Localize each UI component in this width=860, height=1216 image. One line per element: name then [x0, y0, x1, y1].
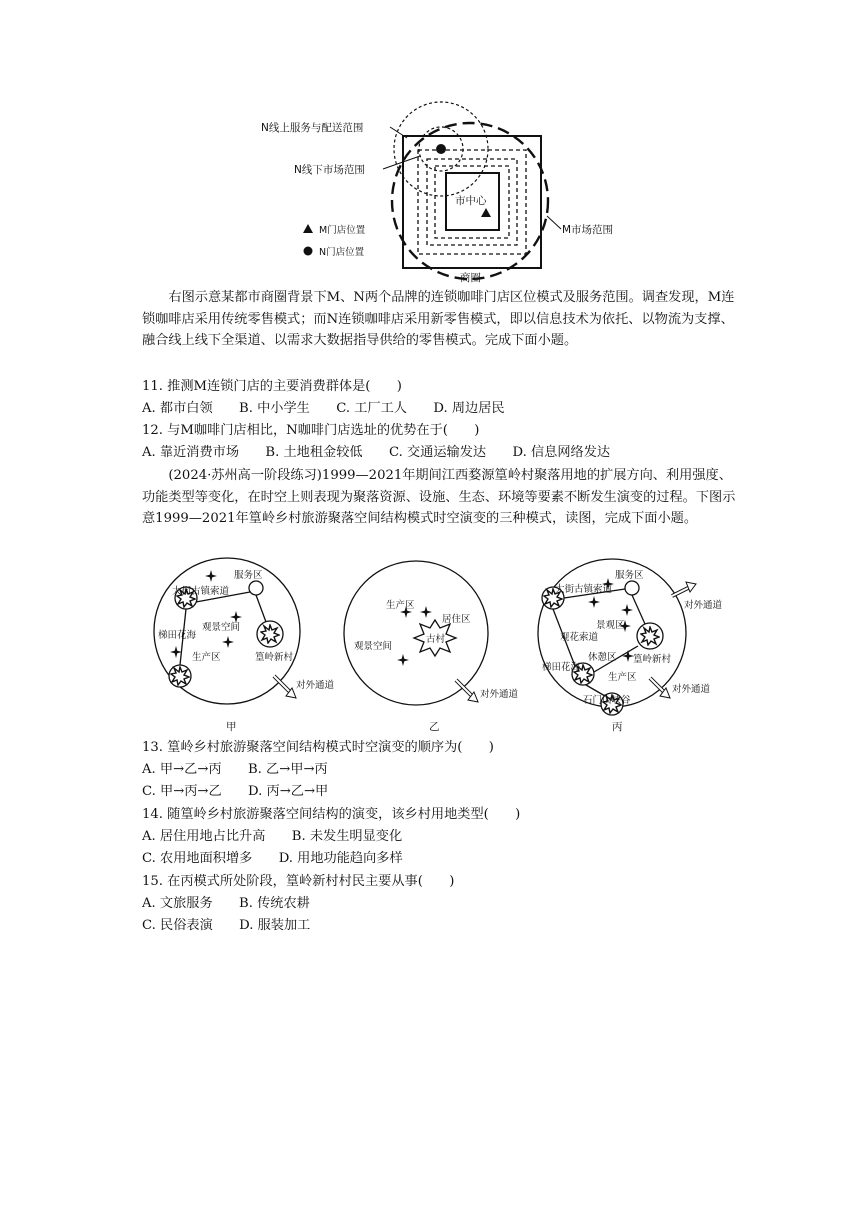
jia-service: 服务区	[234, 570, 263, 581]
q11-options: A. 都市白领 B. 中小学生 C. 工厂工人 D. 周边居民	[142, 401, 505, 416]
yi-channel: 对外通道	[480, 689, 519, 700]
legend-m-store-icon	[303, 224, 313, 233]
yi-residence: 居住区	[442, 614, 471, 625]
q15-options-cd: C. 民俗表演 D. 服装加工	[142, 918, 311, 933]
bing-viewrope: 观花索道	[560, 632, 599, 643]
figure-settlement-patterns	[150, 556, 750, 736]
intro-paragraph-1: 右图示意某都市商圈背景下M、N两个品牌的连锁咖啡门店区位模式及服务范围。调查发现，M连锁咖啡店采用传统零售模式；而N连锁咖啡店采用新零售模式，即以信息技术为依托、以物流为支撑、融合线上线下全渠道、以需求大数据指导供给的零售模式。完成下面小题。	[142, 290, 735, 348]
legend-n-store: N门店位置	[319, 247, 365, 258]
label-n-online: N线上服务与配送范围	[261, 122, 364, 134]
legend-m-store: M门店位置	[319, 225, 366, 236]
bing-service: 服务区	[615, 570, 644, 581]
bing-terrace: 梯田花海	[542, 662, 581, 673]
jia-terrace: 梯田花海	[158, 630, 197, 641]
q13-options-cd: C. 甲→丙→乙 D. 丙→乙→甲	[142, 784, 329, 799]
yi-view: 观景空间	[354, 641, 393, 652]
q14-stem: 14. 随篁岭乡村旅游聚落空间结构的演变，该乡村用地类型( )	[142, 807, 521, 822]
bing-gorge: 石门山峡谷	[583, 695, 631, 706]
label-city-center: 市中心	[455, 195, 487, 207]
yi-caption: 乙	[429, 721, 440, 733]
q13-stem: 13. 篁岭乡村旅游聚落空间结构模式时空演变的顺序为( )	[142, 740, 494, 755]
bing-recreation: 休憩区	[588, 652, 617, 663]
yi-oldvillage: 古村	[426, 634, 446, 645]
q11-stem: 11. 推测M连锁门店的主要消费群体是( )	[142, 379, 402, 394]
pattern-yi	[344, 561, 519, 733]
bing-production: 生产区	[608, 672, 637, 683]
jia-newvillage: 篁岭新村	[255, 652, 294, 663]
bing-newvillage: 篁岭新村	[633, 654, 672, 665]
q14-options-cd: C. 农用地面积增多 D. 用地功能趋向多样	[142, 851, 403, 866]
label-m-market: M市场范围	[562, 224, 614, 236]
n-store-dot	[436, 144, 446, 154]
q12-options: A. 靠近消费市场 B. 土地租金较低 C. 交通运输发达 D. 信息网络发达	[142, 445, 611, 460]
label-district: 商圈	[460, 272, 481, 284]
bing-ropeway: 大街古镇索道	[555, 584, 613, 595]
legend-n-store-icon	[304, 247, 313, 256]
label-n-offline: N线下市场范围	[294, 164, 365, 176]
q15-options-ab: A. 文旅服务 B. 传统农耕	[142, 896, 310, 911]
bing-caption: 丙	[612, 721, 623, 733]
q14-options-ab: A. 居住用地占比升高 B. 未发生明显变化	[142, 829, 403, 844]
jia-production: 生产区	[192, 652, 221, 663]
q12-stem: 12. 与M咖啡门店相比，N咖啡门店选址的优势在于( )	[142, 423, 480, 438]
bing-channel-bottom: 对外通道	[672, 684, 711, 695]
pattern-bing	[538, 559, 723, 733]
jia-ropeway: 大街古镇索道	[172, 586, 230, 597]
jia-channel: 对外通道	[296, 680, 335, 691]
jia-caption: 甲	[226, 721, 237, 733]
yi-production: 生产区	[386, 600, 415, 611]
intro-paragraph-2: (2024·苏州高一阶段练习)1999—2021年期间江西婺源篁岭村聚落用地的扩展方向、利用强度、功能类型等变化，在时空上则表现为聚落资源、设施、生态、环境等要素不断发生演变的过程。下图示意1999—2021年篁岭乡村旅游聚落空间结构模式时空演变的三种模式，读图，完成下面小题。	[142, 468, 736, 526]
bing-channel-top: 对外通道	[684, 600, 723, 611]
bing-scenic: 景观区	[596, 620, 625, 631]
q15-stem: 15. 在丙模式所处阶段，篁岭新村村民主要从事( )	[142, 874, 455, 889]
q13-options-ab: A. 甲→乙→丙 B. 乙→甲→丙	[142, 762, 328, 777]
pattern-jia	[154, 558, 335, 733]
jia-view: 观景空间	[202, 622, 241, 633]
figure-coffee-store-map	[255, 98, 640, 288]
